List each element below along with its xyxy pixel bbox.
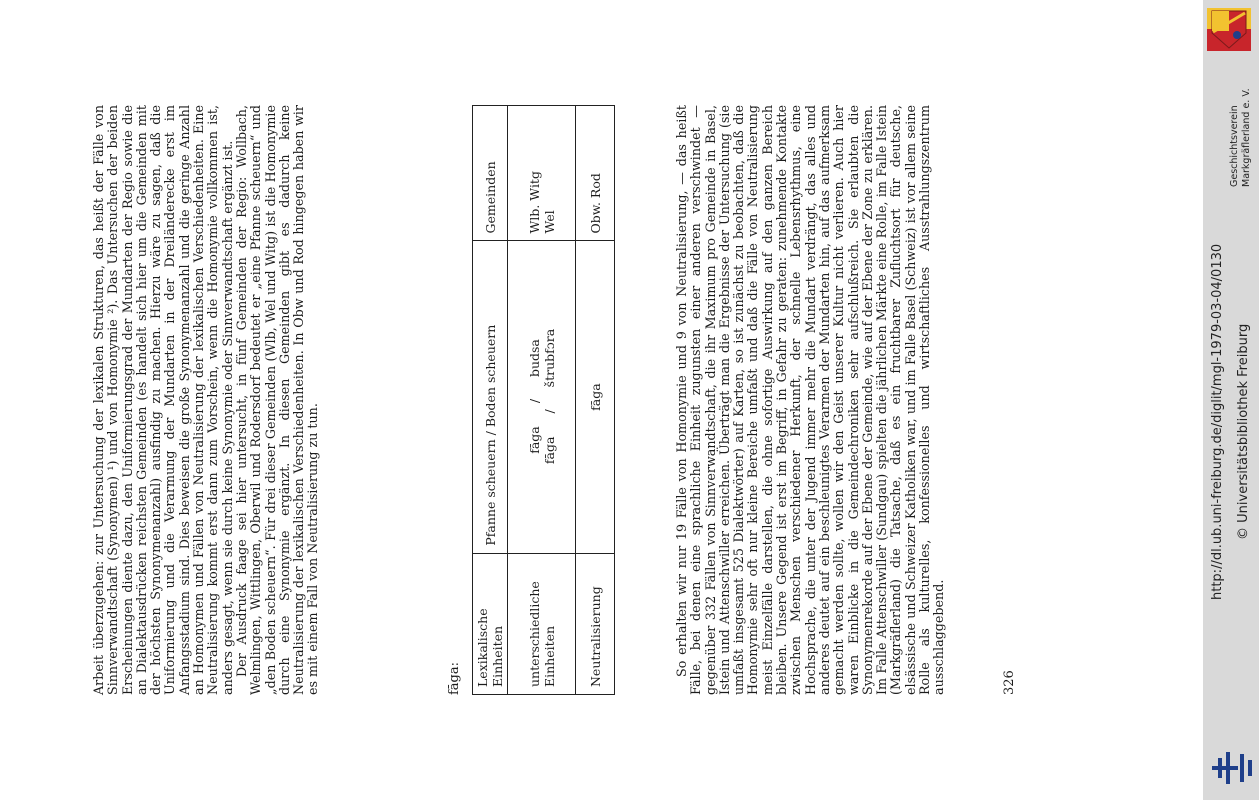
table-cell: Neutralisierung — [576, 553, 615, 694]
paragraph: Arbeit überzugehen: zur Untersuchung der lexikalen Strukturen, das heißt der Fälle von Sinnverwandtschaft (Synonymen) ¹) und von Homonymie ²). Das Untersuchen der beiden Erscheinungen diente dazu, den Uniformierungsgrad der Mundarten der Regio sowie die an Dialektausdrücken reichsten Gemeinden (es handelt sich hier um die Gemeinden mit der höchsten Synonymenanzahl) ausfindig zu machen. Hierzu wäre zu sagen, daß die Uniformierung und die Verarmung der Mundarten in der Dreiländerecke erst im Anfangsstadium sind. Dies beweisen die große Synonymenanzahl und die geringe Anzahl an Homonymen und Fällen von Neutralisierung der lexikalischen Verschiedenheiten. Eine Neutralisierung kommt erst dann zum Vorschein, wenn die Homonymie vollkommen ist, anders gesagt, wenn sie durch keine Synonymie oder Sinnverwandtschaft ergänzt ist. — [91, 105, 235, 695]
table-caption: fāga: — [447, 661, 462, 695]
word-pair — [527, 339, 542, 455]
table-cell: unterschiedliche Einheiten — [508, 553, 576, 694]
university-library-logo-icon[interactable] — [1210, 748, 1254, 788]
document-url[interactable]: http://dl.ub.uni-freiburg.de/diglit/mgl-1979-03-04/0130 — [1210, 243, 1225, 600]
society-name: Markgräflerland e. V. — [1241, 88, 1252, 187]
table-header: Gemeinden — [473, 106, 508, 241]
body-text-bottom — [675, 105, 947, 695]
table-cell — [508, 241, 576, 553]
word: štrubfɔra — [541, 328, 557, 388]
paragraph: Der Ausdruck faage sei hier untersucht, in fünf Gemeinden der Regio: Wollbach, Welmlingen, Wittlingen, Oberwil und Rodersdorf bedeutet er „eine Pfanne scheuern“ und „den Boden scheuern“. Für drei dieser Gemeinden (Wlb, Wel und Witg) ist die Homonymie durch eine Synonymie ergänzt. In diesen Gemeinden gibt es dadurch keine Neutralisierung der lexikalischen Verschiedenheiten. In Obw und Rod hingegen haben wir es mit einem Fall von Neutralisierung zu tun. — [233, 105, 321, 695]
places: Wel — [541, 210, 557, 234]
separator: / — [526, 398, 542, 404]
table-cell: Obw. Rod — [576, 106, 615, 241]
copyright-notice: © Universitätsbibliothek Freiburg — [1236, 323, 1251, 540]
body-text-top — [92, 105, 321, 695]
coat-of-arms-icon — [1206, 7, 1252, 52]
word: budsa — [526, 339, 542, 378]
places: Wlb. Witg — [526, 171, 542, 234]
page-number: 326 — [1002, 670, 1017, 695]
lexical-table — [472, 105, 615, 695]
paragraph: So erhalten wir nur 19 Fälle von Homonymie und 9 von Neutralisierung, — das heißt Fälle, bei denen eine sprachliche Einheit zugunsten einer anderen verschwindet — gegenüber 332 Fällen von Sinnverwandtschaft, die ihr Maximum pro Gemeinde in Basel, Istein und Attenschwiller erreichen. Überträgt man die Ergebnisse der Untersuchung (sie umfaßt insgesamt 525 Dialektwörter) auf Karten, so ist zunächst zu beobachten, daß die Homonymie sehr oft nur kleine Bereiche umfaßt und daß die Fälle von Neutralisierung meist Einzelfälle darstellen, die ohne sofortige Auswirkung auf den ganzen Bereich bleiben. Unsere Gegend ist erst im Begriff, in Gefahr zu geraten: zunehmende Kontakte zwischen Menschen verschiedener Herkunft, der schnelle Lebensrhythmus, eine Hochsprache, die unter der Jugend immer mehr die Mundart verdrängt, das alles und anderes deutet auf ein beschleunigtes Verarmen der Mundarten hin, auf das aufmerksam gemacht werden sollte, wollen wir den Geist unserer Kultur nicht verlieren. Auch hier waren Einblicke in die Gemeindechroniken sehr aufschlußreich. Sie erlaubten die Synonymenrekorde auf der Ebene der Gemeinde, wie auf der Ebene der Zone zu erklären. Im Falle Attenschwiller (Sundgau) spielten die jährlichen Märkte eine Rolle, im Falle Istein (Markgräflerland) die Tatsache, daß es ein fruchtbarer Zufluchtsort für deutsche, elsässische und Schweizer Katholiken war, und im Falle Basel (Schweiz) ist vor allem seine Rolle als kulturelles, konfessionelles und wirtschaftliches Ausstrahlungszentrum ausschlaggebend. — [674, 105, 947, 695]
table-header: Lexikalische Einheiten — [473, 553, 508, 694]
word-pair — [542, 329, 557, 466]
table-header: Pfanne scheuern / Boden scheuern — [473, 241, 508, 553]
word: fāga — [541, 436, 557, 465]
society-name: Geschichtsverein — [1229, 105, 1240, 187]
word: fāga — [526, 426, 542, 454]
table-cell — [508, 106, 576, 241]
separator: / — [541, 409, 557, 414]
table-cell: fāga — [576, 241, 615, 553]
